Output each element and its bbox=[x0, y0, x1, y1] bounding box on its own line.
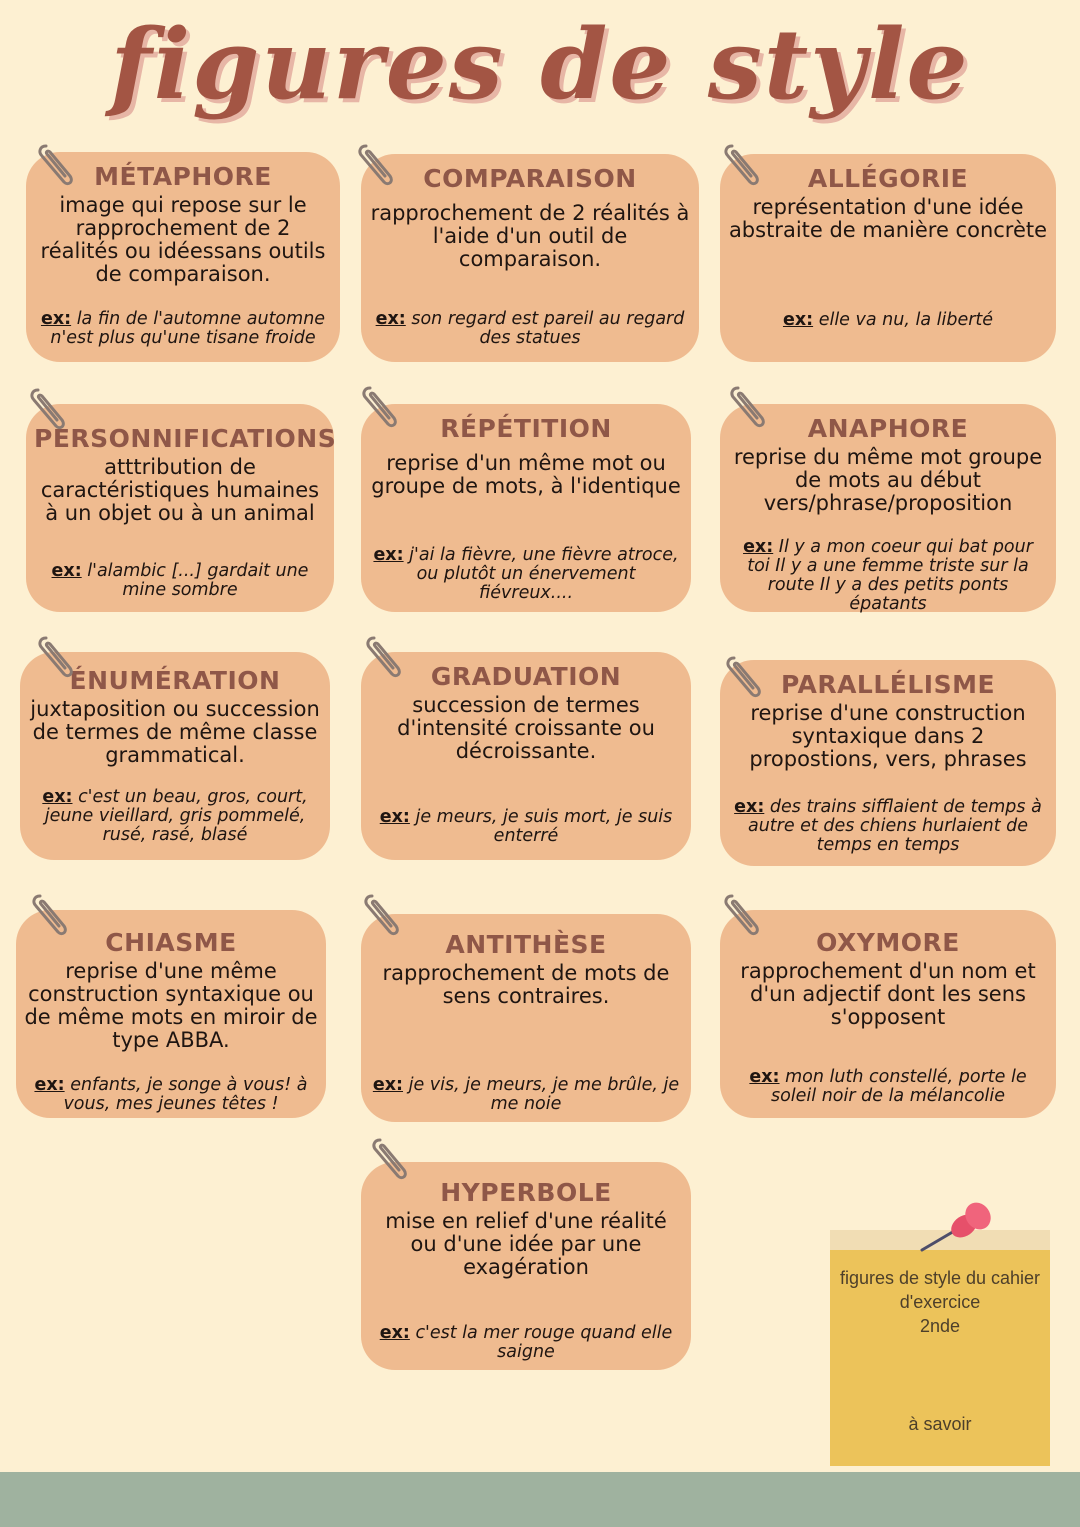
card-example bbox=[36, 310, 330, 348]
card-example bbox=[730, 311, 1046, 330]
card-heading: ÉNUMÉRATION bbox=[69, 666, 281, 695]
card-example bbox=[730, 1068, 1046, 1106]
card-heading: RÉPÉTITION bbox=[440, 414, 612, 443]
paperclip-icon bbox=[360, 632, 406, 682]
card-heading: ANTITHÈSE bbox=[445, 930, 607, 959]
card-example bbox=[30, 788, 320, 845]
example-text: c'est un beau, gros, court, jeune vieillard, gris pommelé, rusé, rasé, blasé bbox=[44, 787, 308, 845]
example-tag: ex: bbox=[34, 1075, 65, 1095]
paperclip-icon bbox=[352, 140, 398, 190]
card-chiasme bbox=[16, 910, 326, 1118]
card-example bbox=[371, 546, 681, 603]
card-definition: image qui repose sur le rapprochement de 2 réalités ou idéessans outils de comparaison. bbox=[40, 193, 326, 286]
card-example bbox=[371, 1076, 681, 1114]
sticky-line: à savoir bbox=[908, 1414, 972, 1434]
card-heading: GRADUATION bbox=[430, 662, 622, 691]
card-anaphore bbox=[720, 404, 1056, 612]
card-heading: PARALLÉLISME bbox=[780, 670, 996, 699]
paperclip-icon bbox=[24, 384, 70, 434]
card-graduation bbox=[361, 652, 691, 860]
sticky-line: d'exercice bbox=[899, 1292, 981, 1312]
card-definition: succession de termes d'intensité croissante ou décroissante. bbox=[397, 693, 655, 763]
example-text: je vis, je meurs, je me brûle, je me noie bbox=[408, 1075, 680, 1114]
example-tag: ex: bbox=[734, 797, 765, 817]
example-text: Il y a mon coeur qui bat pour toi Il y a une femme triste sur la route Il y a des petits ponts épatants bbox=[747, 537, 1033, 614]
example-tag: ex: bbox=[379, 807, 410, 827]
sticky-note bbox=[830, 1230, 1050, 1466]
card-heading: CHIASME bbox=[105, 928, 237, 957]
example-text: c'est la mer rouge quand elle saigne bbox=[415, 1323, 673, 1362]
example-tag: ex: bbox=[373, 545, 404, 565]
card-example bbox=[730, 798, 1046, 855]
paperclip-icon bbox=[358, 890, 404, 940]
example-text: des trains sifflaient de temps à autre et des chiens hurlaient de temps en temps bbox=[747, 797, 1042, 855]
card-heading: PERSONNIFICATIONS bbox=[34, 424, 337, 453]
card-repetition bbox=[361, 404, 691, 612]
paperclip-icon bbox=[720, 652, 766, 702]
card-heading: COMPARAISON bbox=[423, 164, 637, 193]
example-tag: ex: bbox=[743, 537, 774, 557]
example-text: mon luth constellé, porte le soleil noir de la mélancolie bbox=[770, 1067, 1027, 1106]
example-text: la fin de l'automne automne n'est plus qu'une tisane froide bbox=[50, 309, 326, 348]
card-example bbox=[371, 808, 681, 846]
card-definition: rapprochement de mots de sens contraires. bbox=[382, 961, 670, 1008]
example-text: elle va nu, la liberté bbox=[818, 310, 994, 330]
card-heading: ALLÉGORIE bbox=[807, 164, 969, 193]
card-example bbox=[36, 562, 324, 600]
example-tag: ex: bbox=[42, 787, 73, 807]
example-tag: ex: bbox=[749, 1067, 780, 1087]
card-definition: reprise du même mot groupe de mots au début vers/phrase/proposition bbox=[733, 445, 1043, 515]
example-text: son regard est pareil au regard des statues bbox=[411, 309, 685, 348]
card-example bbox=[371, 1324, 681, 1362]
example-text: je meurs, je suis mort, je suis enterré bbox=[415, 807, 673, 846]
example-tag: ex: bbox=[51, 561, 82, 581]
pushpin-icon bbox=[916, 1200, 996, 1256]
card-antithese bbox=[361, 914, 691, 1122]
paperclip-icon bbox=[366, 1134, 412, 1184]
paperclip-icon bbox=[32, 140, 78, 190]
card-personnifications bbox=[26, 404, 337, 612]
card-heading: HYPERBOLE bbox=[440, 1178, 612, 1207]
card-definition: juxtaposition ou succession de termes de même classe grammatical. bbox=[30, 697, 320, 767]
card-hyperbole bbox=[361, 1162, 691, 1370]
card-definition: atttribution de caractéristiques humaines à un objet ou à un animal bbox=[40, 455, 320, 525]
card-allegorie bbox=[720, 154, 1056, 362]
paperclip-icon bbox=[724, 382, 770, 432]
card-definition: reprise d'un même mot ou groupe de mots, à l'identique bbox=[371, 451, 681, 498]
card-example bbox=[730, 538, 1046, 614]
paperclip-icon bbox=[26, 890, 72, 940]
card-enumeration bbox=[20, 652, 330, 860]
paperclip-icon bbox=[32, 632, 78, 682]
paperclip-icon bbox=[718, 890, 764, 940]
example-tag: ex: bbox=[372, 1075, 404, 1095]
card-example bbox=[26, 1076, 316, 1114]
card-definition: reprise d'une construction syntaxique dans 2 propostions, vers, phrases bbox=[749, 701, 1027, 771]
card-parallelisme bbox=[720, 660, 1056, 866]
card-example bbox=[371, 310, 689, 348]
card-definition: mise en relief d'une réalité ou d'une idée par une exagération bbox=[385, 1209, 667, 1279]
card-definition: reprise d'une même construction syntaxique ou de même mots en miroir de type ABBA. bbox=[24, 959, 318, 1052]
paperclip-icon bbox=[718, 140, 764, 190]
example-text: j'ai la fièvre, une fièvre atroce, ou plutôt un énervement fiévreux.... bbox=[409, 545, 679, 603]
example-tag: ex: bbox=[40, 309, 72, 329]
footer-band bbox=[0, 1472, 1080, 1527]
card-definition: rapprochement de 2 réalités à l'aide d'un outil de comparaison. bbox=[370, 201, 690, 271]
page-title: figures de style bbox=[110, 8, 970, 121]
card-definition: rapprochement d'un nom et d'un adjectif dont les sens s'opposent bbox=[740, 959, 1036, 1029]
sticky-line: figures de style du cahier bbox=[839, 1268, 1041, 1288]
example-text: l'alambic [...] gardait une mine sombre bbox=[87, 561, 309, 600]
sticky-line: 2nde bbox=[919, 1316, 961, 1336]
example-tag: ex: bbox=[375, 309, 406, 329]
card-oxymore bbox=[720, 910, 1056, 1118]
card-heading: MÉTAPHORE bbox=[94, 162, 272, 191]
card-heading: OXYMORE bbox=[816, 928, 960, 957]
example-tag: ex: bbox=[379, 1323, 410, 1343]
card-comparaison bbox=[361, 154, 699, 362]
paperclip-icon bbox=[356, 382, 402, 432]
example-text: enfants, je songe à vous! à vous, mes jeunes têtes ! bbox=[63, 1075, 308, 1114]
card-definition: représentation d'une idée abstraite de manière concrète bbox=[728, 195, 1048, 242]
example-tag: ex: bbox=[782, 310, 814, 330]
card-heading: ANAPHORE bbox=[807, 414, 969, 443]
